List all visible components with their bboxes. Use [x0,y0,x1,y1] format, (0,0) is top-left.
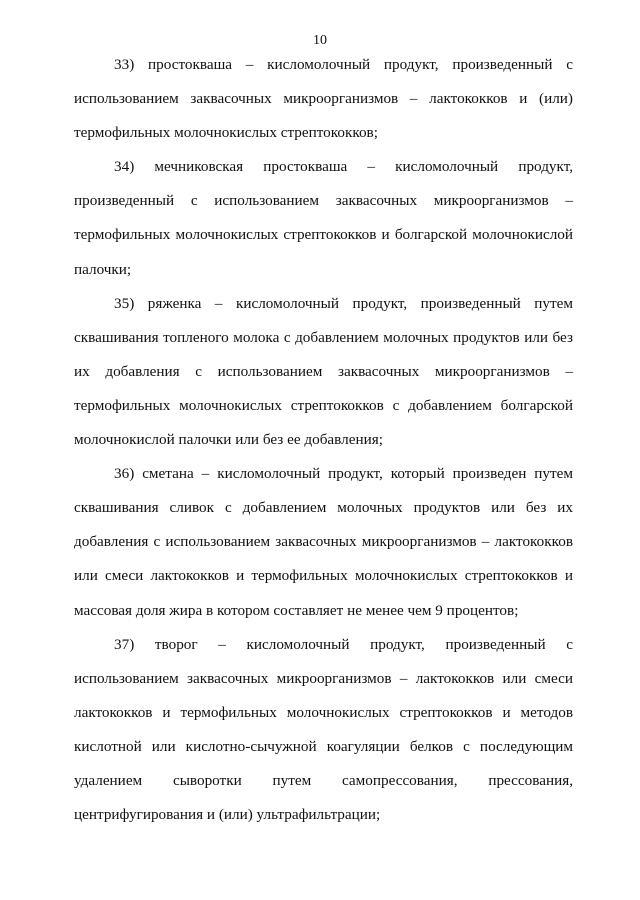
text-line: сквашивания топленого молока с добавлением молочных продуктов или без [74,328,573,346]
document-body [74,48,573,832]
text-line: термофильных молочнокислых стрептококков; [74,124,378,142]
text-line: палочки; [74,260,132,278]
text-line: кислотной или кислотно-сычужной коагуляции белков с последующим [74,737,573,755]
text-line: их добавления с использованием заквасочных микроорганизмов – [74,362,573,380]
text-line: лактококков и термофильных молочнокислых стрептококков и методов [74,703,573,721]
text-line: использованием заквасочных микроорганизмов – лактококков или смеси [74,669,573,687]
text-line: использованием заквасочных микроорганизмов – лактококков и (или) [74,90,573,108]
definition-36 [74,457,573,627]
text-line: центрифугирования и (или) ультрафильтрации; [74,806,381,824]
definition-33 [74,48,573,150]
text-line: термофильных молочнокислых стрептококков и болгарской молочнокислой [74,226,573,244]
definition-34 [74,150,573,286]
text-line: 36) сметана – кисломолочный продукт, который произведен путем [114,465,573,483]
text-line: сквашивания сливок с добавлением молочных продуктов или без их [74,499,573,517]
definition-35 [74,287,573,457]
text-line: или смеси лактококков и термофильных молочнокислых стрептококков и [74,567,573,585]
text-line: 35) ряженка – кисломолочный продукт, произведенный путем [114,294,573,312]
text-line: добавления с использованием заквасочных микроорганизмов – лактококков [74,533,573,551]
text-line: 33) простокваша – кисломолочный продукт, произведенный с [114,56,573,73]
text-line: 34) мечниковская простокваша – кисломолочный продукт, [114,158,573,176]
text-line: массовая доля жира в котором составляет не менее чем 9 процентов; [74,601,519,619]
text-line: молочнокислой палочки или без ее добавления; [74,431,383,449]
text-line: произведенный с использованием заквасочных микроорганизмов – [74,192,573,210]
text-line: 37) творог – кисломолочный продукт, произведенный с [114,635,573,653]
definition-37 [74,628,573,833]
page-number: 10 [313,33,327,48]
text-line: удалением сыворотки путем самопрессования, прессования, [74,771,573,789]
text-line: термофильных молочнокислых стрептококков с добавлением болгарской [74,396,573,414]
